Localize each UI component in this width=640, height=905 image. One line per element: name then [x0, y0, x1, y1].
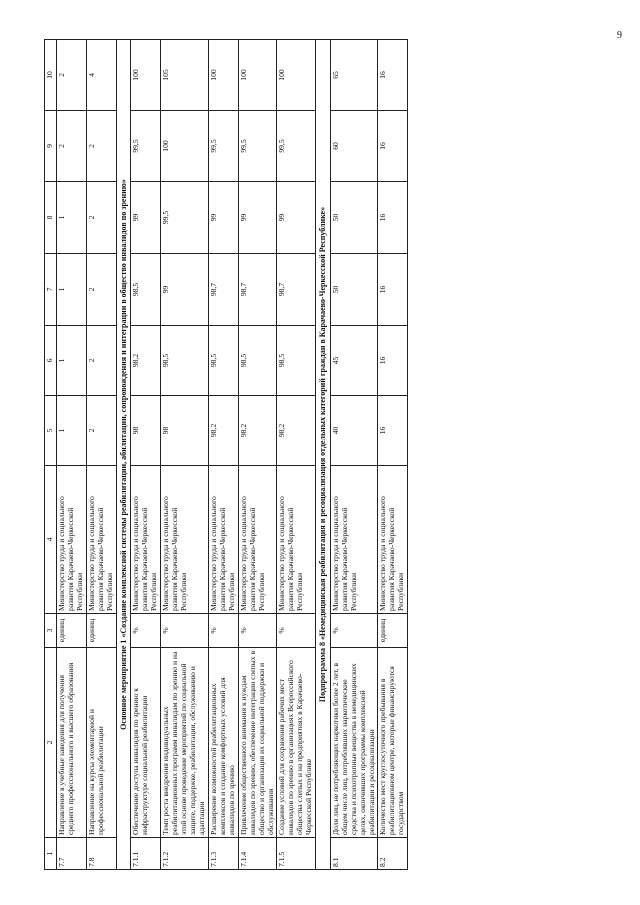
- table-cell: 99: [161, 254, 209, 326]
- table-cell: 2: [57, 111, 87, 182]
- table-cell: 7.7: [57, 838, 87, 870]
- rotated-table-page: [44, 40, 609, 870]
- table-cell: 98,5: [131, 254, 161, 326]
- table-cell: 98,5: [238, 326, 277, 396]
- table-cell: 98,7: [208, 254, 238, 326]
- table-cell: 100: [208, 40, 238, 111]
- table-cell: 98: [131, 396, 161, 466]
- table-cell: 99: [208, 182, 238, 254]
- table-cell: Министерство труда и социального развития Карачаево-Черкесской Республики: [161, 466, 209, 614]
- table-cell: 7.1.2: [161, 838, 209, 870]
- section-banner: Основное мероприятие 1 «Создание комплексной системы реабилитации, абилитации, сопровождения и интеграции в общество инвалидов по зрению»: [116, 40, 130, 870]
- table-cell: 2: [57, 40, 87, 111]
- table-cell: 98: [161, 396, 209, 466]
- table-cell: 2: [86, 111, 116, 182]
- table-cell: Обеспечение доступа инвалидов по зрению к инфраструктуре социальной реабилитации: [131, 648, 161, 838]
- table-cell: 16: [378, 40, 408, 111]
- table-cell: Министерство труда и социального развития Карачаево-Черкесской Республики: [277, 466, 316, 614]
- table-cell: 100: [131, 40, 161, 111]
- table-cell: 45: [330, 326, 378, 396]
- table-cell: 98,2: [238, 396, 277, 466]
- table-cell: 1: [57, 182, 87, 254]
- table-cell: %: [238, 614, 277, 648]
- table-cell: 1: [57, 254, 87, 326]
- table-cell: Темп роста внедрения индивидуальных реабилитационных программ инвалидам по зрению и на этой основе проведение мероприятий по социальной защите, поддержке, реабилитации, обслуживанию и адаптации: [161, 648, 209, 838]
- table-cell: Министерство труда и социального развития Карачаево-Черкесской Республики: [208, 466, 238, 614]
- table-cell: 7.1.1: [131, 838, 161, 870]
- table-cell: 2: [86, 254, 116, 326]
- table-cell: 50: [330, 254, 378, 326]
- col-header: 3: [45, 614, 57, 648]
- table-cell: 1: [57, 326, 87, 396]
- table-cell: единиц: [86, 614, 116, 648]
- col-header: 4: [45, 466, 57, 614]
- table-cell: 100: [238, 40, 277, 111]
- table-cell: 105: [161, 40, 209, 111]
- table-cell: 7.1.4: [238, 838, 277, 870]
- col-header: 7: [45, 254, 57, 326]
- table-cell: %: [277, 614, 316, 648]
- section-banner-row: [316, 40, 330, 870]
- table-cell: 99: [277, 182, 316, 254]
- table-cell: 7.8: [86, 838, 116, 870]
- table-cell: 65: [330, 40, 378, 111]
- table-cell: 99: [238, 182, 277, 254]
- table-cell: единиц: [57, 614, 87, 648]
- table-cell: 16: [378, 326, 408, 396]
- table-cell: 99,5: [238, 111, 277, 182]
- table-cell: 99,5: [131, 111, 161, 182]
- table-cell: Расширение возможностей реабилитационных комплексов и создание комфортных условий для инвалидов по зрению: [208, 648, 238, 838]
- table-cell: 4: [86, 40, 116, 111]
- table-cell: 98,2: [131, 326, 161, 396]
- col-header: 5: [45, 396, 57, 466]
- table-cell: 99,5: [208, 111, 238, 182]
- indicators-table: [44, 39, 408, 870]
- col-header: 2: [45, 648, 57, 838]
- page-number: 9: [617, 30, 622, 41]
- table-cell: %: [161, 614, 209, 648]
- section-banner: Подпрограмма 8 «Немедицинская реабилитация и ресоциализация отдельных категорий граждан в Карачаево-Черкесской Республике»: [316, 40, 330, 870]
- table-cell: 98,2: [277, 396, 316, 466]
- table-cell: 40: [330, 396, 378, 466]
- table-cell: Министерство труда и социального развития Карачаево-Черкесской Республики: [86, 466, 116, 614]
- table-cell: 1: [57, 396, 87, 466]
- col-header: 6: [45, 326, 57, 396]
- table-cell: 16: [378, 111, 408, 182]
- table-cell: Создание условий для сохранения рабочих мест инвалидов по зрению в организациях Всероссийского общества слепых и на предприятиях в Карачаево-Черкесской Республике: [277, 648, 316, 838]
- table-cell: Министерство труда и социального развития Карачаево-Черкесской Республики: [131, 466, 161, 614]
- table-cell: 50: [330, 182, 378, 254]
- table-cell: %: [131, 614, 161, 648]
- col-header: 8: [45, 182, 57, 254]
- col-header: 10: [45, 40, 57, 111]
- table-cell: 7.1.5: [277, 838, 316, 870]
- table-row: [131, 40, 161, 870]
- table-cell: 7.1.3: [208, 838, 238, 870]
- table-cell: %: [330, 614, 378, 648]
- table-cell: 98,7: [238, 254, 277, 326]
- table-cell: Министерство труда и социального развития Карачаево-Черкесской Республики: [238, 466, 277, 614]
- table-cell: 2: [86, 182, 116, 254]
- col-header: 9: [45, 111, 57, 182]
- table-cell: %: [208, 614, 238, 648]
- table-row: [161, 40, 209, 870]
- table-cell: 2: [86, 396, 116, 466]
- table-row: [378, 40, 408, 870]
- table-row: [238, 40, 277, 870]
- table-cell: Направление на курсы элементарной и профессиональной реабилитации: [86, 648, 116, 838]
- section-banner-row: [116, 40, 130, 870]
- table-cell: 8.2: [378, 838, 408, 870]
- table-row: [57, 40, 87, 870]
- table-cell: 99,5: [277, 111, 316, 182]
- table-cell: Доля лиц, не потребляющих наркотики более 2 лет, в общем числе лиц, потреблявших наркотические средства и психотропные вещества в немедицинских целях, окончивших программы комплексной реабилитации и ресоциализации: [330, 648, 378, 838]
- table-row: [86, 40, 116, 870]
- table-cell: 16: [378, 396, 408, 466]
- table-row: [208, 40, 238, 870]
- table-cell: 98,2: [208, 396, 238, 466]
- table-row: [277, 40, 316, 870]
- table-cell: 100: [161, 111, 209, 182]
- table-cell: Привлечение общественного внимания к нуждам инвалидов по зрению, обеспечение интеграции слепых в общество и организация их социальной поддержки и обслуживания: [238, 648, 277, 838]
- table-row: [330, 40, 378, 870]
- table-cell: 60: [330, 111, 378, 182]
- header-row: [45, 40, 57, 870]
- table-cell: 16: [378, 182, 408, 254]
- table-cell: 98,5: [161, 326, 209, 396]
- table-cell: 2: [86, 326, 116, 396]
- table-cell: 16: [378, 254, 408, 326]
- table-cell: Министерство труда и социального развития Карачаево-Черкесской Республики: [378, 466, 408, 614]
- col-header: 1: [45, 838, 57, 870]
- table-cell: Министерство труда и социального развития Карачаево-Черкесской Республики: [330, 466, 378, 614]
- table-cell: Министерство труда и социального развития Карачаево-Черкесской Республики: [57, 466, 87, 614]
- table-cell: Направление в учебные заведения для получения среднего профессионального и высшего образования: [57, 648, 87, 838]
- table-cell: 98,5: [208, 326, 238, 396]
- table-cell: 8.1: [330, 838, 378, 870]
- table-cell: 99: [131, 182, 161, 254]
- table-cell: 98,5: [277, 326, 316, 396]
- table-cell: 98,7: [277, 254, 316, 326]
- table-cell: Количество мест круглосуточного пребывания в реабилитационном центре, которые финансируются государством: [378, 648, 408, 838]
- table-cell: 99,5: [161, 182, 209, 254]
- table-cell: 100: [277, 40, 316, 111]
- table-cell: единиц: [378, 614, 408, 648]
